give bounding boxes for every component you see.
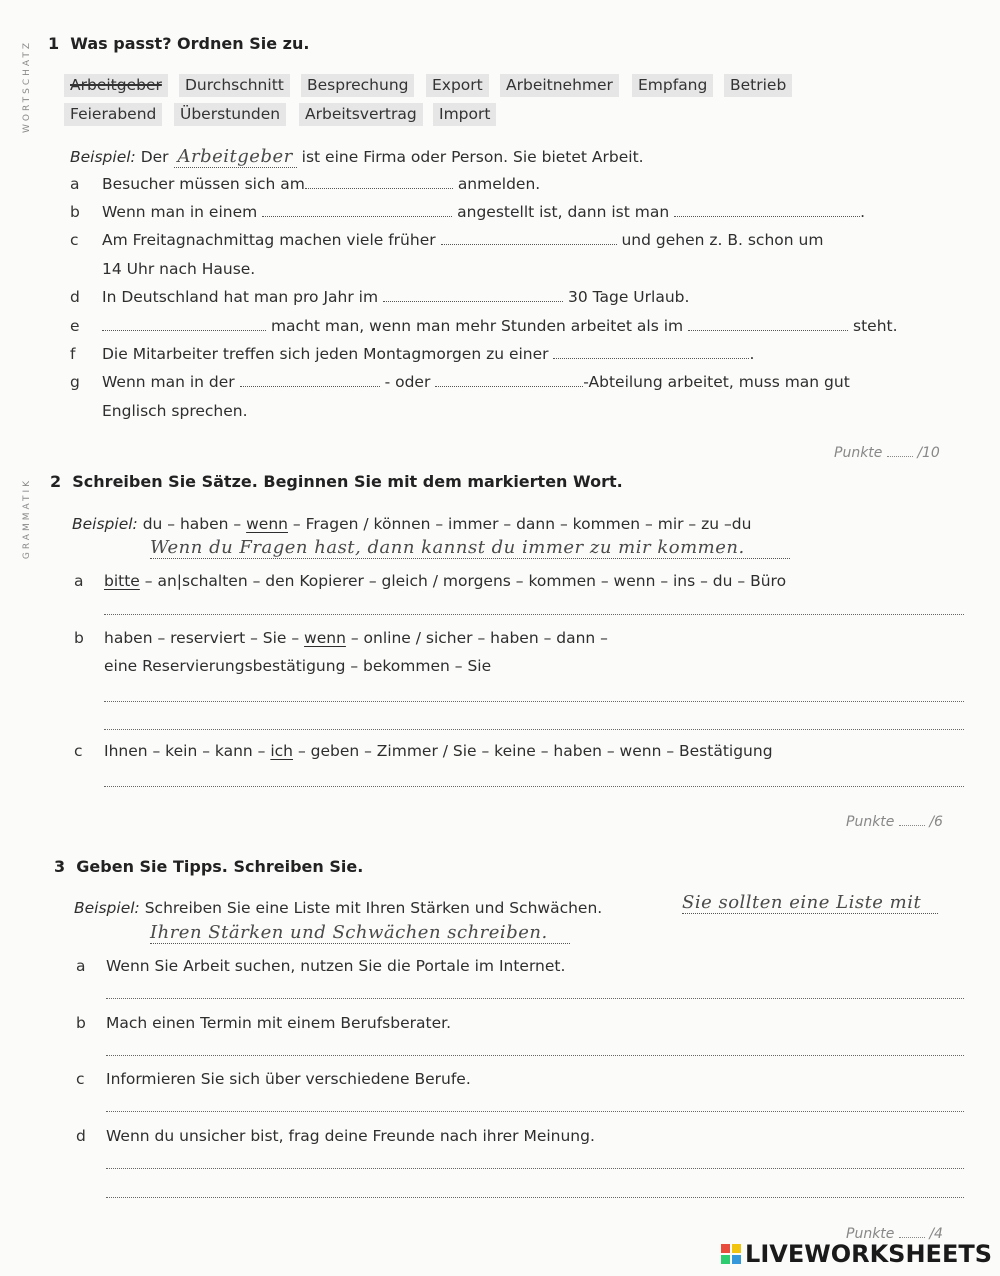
item-letter: a [76,957,86,975]
points-label: Punkte [846,1226,895,1242]
points-label: Punkte [834,445,883,461]
points-max: /6 [929,814,943,830]
item-letter: f [70,345,76,363]
section3-example [74,899,602,917]
answer-gap[interactable] [674,215,860,217]
word-chip-feierabend[interactable]: Feierabend [64,103,162,126]
points-blank[interactable] [887,456,913,457]
answer-gap[interactable] [441,243,617,245]
item-letter: c [74,742,83,760]
item-text: anmelden. [457,175,541,193]
section3-item-c: Informieren Sie sich über verschiedene Berufe. [106,1070,471,1088]
section3-example-handwritten-answer-line1: Sie sollten eine Liste mit [682,892,938,914]
item-text: – online / sicher – haben – dann – [350,629,608,647]
answer-gap[interactable] [435,385,583,387]
answer-gap[interactable] [553,357,749,359]
example-before: Der [140,148,169,166]
answer-line[interactable] [104,614,964,615]
item-text: . [749,345,755,363]
answer-line[interactable] [106,1111,964,1112]
points-blank[interactable] [899,825,925,826]
section2-item-b [104,629,608,647]
liveworksheets-logo [721,1240,992,1268]
item-letter: d [70,288,80,306]
word-chip-ueberstunden[interactable]: Überstunden [174,103,286,126]
word-chip-arbeitnehmer[interactable]: Arbeitnehmer [500,74,619,97]
word-chip-besprechung[interactable]: Besprechung [301,74,414,97]
section1-item-f [102,345,754,363]
marked-word: wenn [304,629,346,647]
item-text: und gehen z. B. schon um [621,231,824,249]
item-text: Besucher müssen sich am [102,175,305,193]
example-label: Beispiel: [74,899,140,917]
item-letter: b [76,1014,86,1032]
section3-item-d: Wenn du unsicher bist, frag deine Freunde nach ihrer Meinung. [106,1127,595,1145]
item-text: Wenn man in der [102,373,235,391]
section2-item-b-line2: eine Reservierungsbestätigung – bekommen – Sie [104,657,492,675]
word-chip-arbeitsvertrag[interactable]: Arbeitsvertrag [299,103,423,126]
section1-item-d [102,288,689,306]
example-text: du – haben – [142,515,242,533]
marked-word: bitte [104,572,140,590]
item-text: haben – reserviert – Sie – [104,629,300,647]
section2-example-handwritten-answer: Wenn du Fragen hast, dann kannst du immer zu mir kommen. [150,537,790,559]
section2-example [72,515,751,533]
item-text: In Deutschland hat man pro Jahr im [102,288,379,306]
section1-item-c-line2: 14 Uhr nach Hause. [102,260,256,278]
section3-title-row [54,857,363,876]
answer-gap[interactable] [240,385,380,387]
example-handwritten-answer: Arbeitgeber [174,146,297,168]
example-after: ist eine Firma oder Person. Sie bietet Arbeit. [301,148,644,166]
section3-example-handwritten-answer-line2: Ihren Stärken und Schwächen schreiben. [150,922,570,944]
item-letter: c [70,231,79,249]
section3-item-a: Wenn Sie Arbeit suchen, nutzen Sie die Portale im Internet. [106,957,566,975]
section1-item-e [102,317,898,335]
answer-gap[interactable] [102,329,266,331]
points-label: Punkte [846,814,895,830]
logo-text: LIVEWORKSHEETS [745,1240,992,1268]
points-blank[interactable] [899,1237,925,1238]
marked-word: wenn [246,515,288,533]
item-letter: d [76,1127,86,1145]
word-chip-durchschnitt[interactable]: Durchschnitt [179,74,290,97]
answer-line[interactable] [106,1168,964,1169]
item-letter: b [70,203,80,221]
section1-number: 1 [48,34,60,53]
item-letter: a [70,175,80,193]
answer-line[interactable] [104,701,964,702]
section3-title: Geben Sie Tipps. Schreiben Sie. [76,857,364,876]
item-letter: e [70,317,80,335]
item-letter: c [76,1070,85,1088]
answer-line[interactable] [106,998,964,999]
item-text: macht man, wenn man mehr Stunden arbeitet als im [270,317,684,335]
section1-item-g [102,373,850,391]
section1-item-a [102,175,540,193]
section1-title: Was passt? Ordnen Sie zu. [70,34,310,53]
section3-item-b: Mach einen Termin mit einem Berufsberater. [106,1014,451,1032]
section1-title-row [48,34,309,53]
section2-item-c [104,742,773,760]
points-max: /4 [929,1226,943,1242]
word-chip-arbeitgeber[interactable]: Arbeitgeber [64,74,168,97]
points-max: /10 [917,445,940,461]
answer-line[interactable] [106,1197,964,1198]
item-text: Am Freitagnachmittag machen viele früher [102,231,436,249]
section2-number: 2 [50,472,62,491]
section1-example [70,146,644,168]
example-text: – Fragen / können – immer – dann – kommen – mir – zu –du [292,515,752,533]
answer-line[interactable] [104,729,964,730]
word-chip-betrieb[interactable]: Betrieb [724,74,792,97]
answer-line[interactable] [104,786,964,787]
example-text: Schreiben Sie eine Liste mit Ihren Stärken und Schwächen. [144,899,603,917]
section1-points [834,445,940,461]
item-text: Die Mitarbeiter treffen sich jeden Montagmorgen zu einer [102,345,549,363]
item-text: . [860,203,866,221]
word-chip-export[interactable]: Export [426,74,489,97]
answer-gap[interactable] [688,329,848,331]
side-label-grammatik: GRAMMATIK [22,478,32,560]
answer-line[interactable] [106,1055,964,1056]
answer-gap[interactable] [305,187,453,189]
example-label: Beispiel: [72,515,138,533]
section1-item-b [102,203,865,221]
example-label: Beispiel: [70,148,136,166]
item-text: – geben – Zimmer / Sie – keine – haben – wenn – Bestätigung [297,742,773,760]
marked-word: ich [270,742,293,760]
item-letter: a [74,572,84,590]
answer-gap[interactable] [262,215,452,217]
section2-title: Schreiben Sie Sätze. Beginnen Sie mit dem markierten Wort. [72,472,623,491]
word-chip-empfang[interactable]: Empfang [632,74,713,97]
section2-item-a [104,572,786,590]
item-text: -Abteilung arbeitet, muss man gut [583,373,850,391]
item-letter: g [70,373,80,391]
item-text: angestellt ist, dann ist man [457,203,670,221]
word-chip-import[interactable]: Import [433,103,496,126]
item-text: Wenn man in einem [102,203,258,221]
section2-points [846,814,943,830]
section1-item-c [102,231,823,249]
item-text: - oder [384,373,431,391]
logo-grid-icon [721,1244,741,1264]
section2-title-row [50,472,623,491]
item-text: – an|schalten – den Kopierer – gleich / morgens – kommen – wenn – ins – du – Büro [144,572,787,590]
answer-gap[interactable] [383,300,563,302]
item-text: steht. [853,317,898,335]
section1-item-g-line2: Englisch sprechen. [102,402,248,420]
item-text: 30 Tage Urlaub. [567,288,690,306]
section3-number: 3 [54,857,66,876]
item-letter: b [74,629,84,647]
side-label-wortschatz: WORTSCHATZ [22,40,32,133]
item-text: Ihnen – kein – kann – [104,742,266,760]
